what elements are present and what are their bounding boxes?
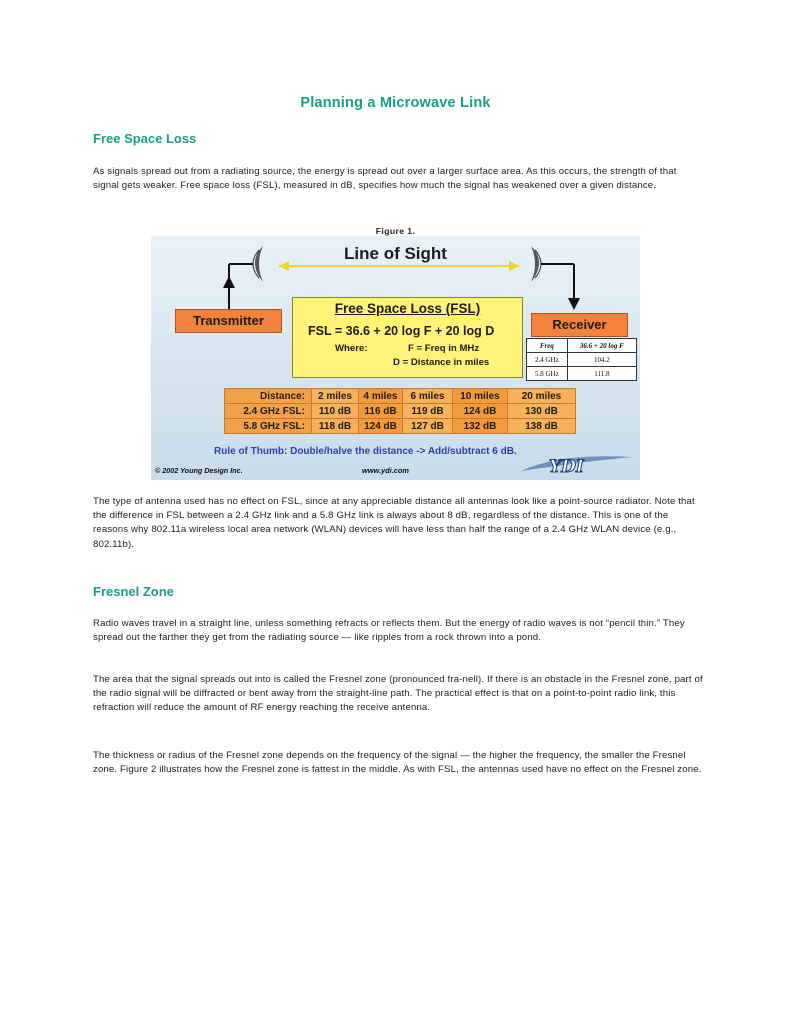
table-row [225, 419, 576, 434]
table-cell: 116 dB [359, 404, 403, 419]
copyright-notice: © 2002 Young Design Inc. [155, 466, 243, 475]
table-cell: 2.4 GHz [527, 353, 568, 367]
table-cell: 5.8 GHz FSL: [225, 419, 312, 434]
fsl-title: Free Space Loss (FSL) [334, 301, 481, 316]
ydi-logo-icon [519, 451, 634, 477]
table-header-cell: 10 miles [453, 389, 508, 404]
table-header-cell: 2 miles [312, 389, 359, 404]
table-cell: 132 dB [453, 419, 508, 434]
rule-of-thumb: Rule of Thumb: Double/halve the distance -> Add/subtract 6 dB. [214, 446, 517, 457]
table-header-cell: 20 miles [508, 389, 576, 404]
paragraph-fresnel-obstacle: The area that the signal spreads out into is called the Fresnel zone (pronounced fra-nell). If there is an obstacle in the Fresnel zone, part of the radio signal will be diffracted or bent away from the straight-line path. The practical effect is that on a point-to-point radio link, this refraction will reduce the amount of RF energy reaching the receive antenna. [93, 674, 703, 714]
freq-constant-table [526, 338, 637, 381]
paragraph-fsl-intro: As signals spread out from a radiating source, the energy is spread out over a larger surface area. As this occurs, the strength of that signal gets weaker. Free space loss (FSL), measured in dB, specifies how much the signal has weakened over a given distance. [93, 166, 677, 192]
line-of-sight-label: Line of Sight [344, 244, 447, 263]
table-cell: 111.8 [567, 367, 636, 381]
fsl-formula-box [292, 297, 523, 378]
table-cell: 118 dB [312, 419, 359, 434]
table-header-cell: Freq [527, 339, 568, 353]
paragraph-fresnel-intro: Radio waves travel in a straight line, unless something refracts or reflects them. But the energy of radio waves is not “pencil thin.” They spread out the farther they get from the radiating source — like ripples from a rock thrown into a pond. [93, 618, 685, 644]
fsl-f-definition: F = Freq in MHz [408, 343, 480, 354]
table-row [527, 353, 637, 367]
table-cell: 124 dB [359, 419, 403, 434]
fsl-where-label: Where: [335, 343, 368, 354]
fsl-formula: FSL = 36.6 + 20 log F + 20 log D [308, 324, 495, 338]
table-header-cell: 6 miles [403, 389, 453, 404]
receiver-box: Receiver [531, 313, 628, 337]
table-header-cell: Distance: [225, 389, 312, 404]
heading-free-space-loss: Free Space Loss [93, 131, 197, 146]
transmitter-box: Transmitter [175, 309, 282, 333]
fsl-d-definition: D = Distance in miles [393, 357, 490, 368]
figure-fsl-diagram [151, 236, 640, 480]
table-cell: 104.2 [567, 353, 636, 367]
table-cell: 110 dB [312, 404, 359, 419]
table-cell: 130 dB [508, 404, 576, 419]
table-row [527, 367, 637, 381]
table-row [527, 339, 637, 353]
table-header-cell: 36.6 + 20 log F [567, 339, 636, 353]
table-row [225, 389, 576, 404]
distance-fsl-table [224, 388, 576, 434]
table-cell: 127 dB [403, 419, 453, 434]
table-cell: 5.8 GHz [527, 367, 568, 381]
logo-text: YDI [549, 457, 584, 477]
table-cell: 138 dB [508, 419, 576, 434]
table-cell: 124 dB [453, 404, 508, 419]
paragraph-fsl-antenna: The type of antenna used has no effect on FSL, since at any appreciable distance all antennas look like a point-source radiator. Note that the difference in FSL between a 2.4 GHz link and a 5.8 GHz link is always about 8 dB, regardless of the distance. This is one of the reasons why 802.11a wireless local area network (WLAN) devices will have less than half the range of a 2.4 GHz WLAN device (e.g., 802.11b). [93, 496, 695, 550]
website-url: www.ydi.com [362, 466, 409, 475]
figure-caption: Figure 1. [375, 226, 416, 236]
page-title: Planning a Microwave Link [300, 95, 491, 111]
table-cell: 2.4 GHz FSL: [225, 404, 312, 419]
table-cell: 119 dB [403, 404, 453, 419]
paragraph-fresnel-thickness: The thickness or radius of the Fresnel zone depends on the frequency of the signal — the higher the frequency, the smaller the Fresnel zone. Figure 2 illustrates how the Fresnel zone is fattest in the middle. As with FSL, the antennas used have no effect on the Fresnel zone. [93, 750, 702, 776]
table-header-cell: 4 miles [359, 389, 403, 404]
table-row [225, 404, 576, 419]
heading-fresnel-zone: Fresnel Zone [93, 584, 174, 599]
